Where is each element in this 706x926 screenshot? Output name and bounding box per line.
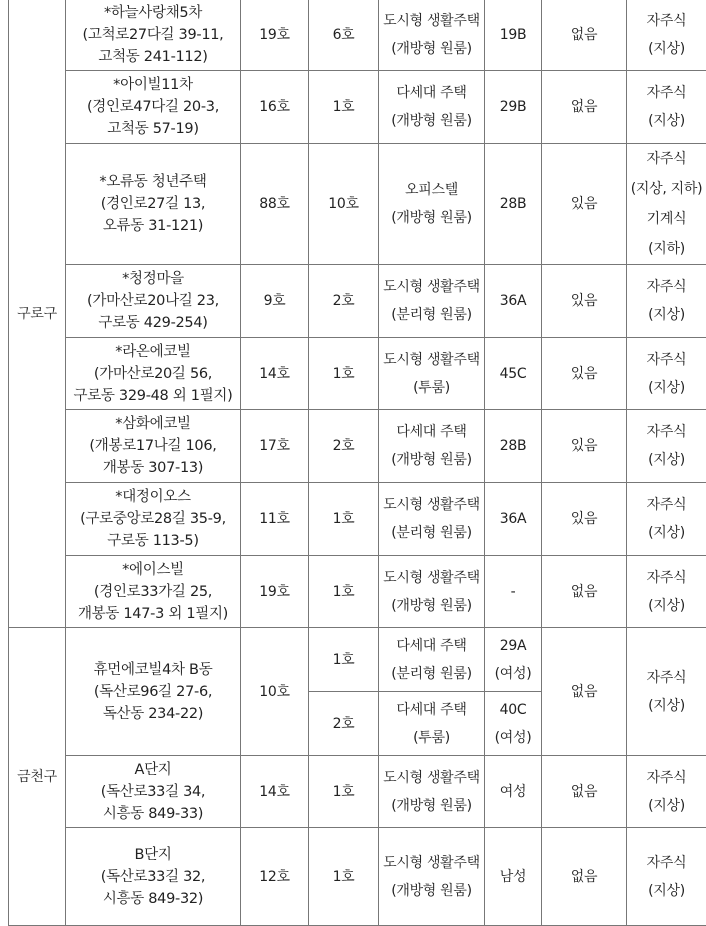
- parking-cell-line: 자주식: [629, 491, 704, 519]
- unit-size-cell-line: 36A: [487, 505, 539, 533]
- parking-cell-line: 자주식: [629, 418, 704, 446]
- parking-cell-line: 자주식: [629, 764, 704, 792]
- unit-size-cell: [485, 338, 542, 410]
- housing-type-cell-line: 다세대 주택: [381, 696, 482, 724]
- parking-cell-line: (지상): [629, 877, 704, 905]
- complex-name-cell-line: 시흥동 849-32): [68, 888, 238, 910]
- housing-type-cell-line: 도시형 생활주택: [381, 564, 482, 592]
- complex-name-cell-line: *라온에코빌: [68, 341, 238, 363]
- complex-name-cell-line: 시흥동 849-33): [68, 803, 238, 825]
- housing-type-cell-line: 도시형 생활주택: [381, 273, 482, 301]
- supply-units-cell: 6호: [309, 0, 379, 71]
- complex-name-cell-line: (독산로96길 27-6,: [68, 681, 238, 703]
- parking-cell: [627, 556, 706, 628]
- housing-type-cell-line: (분리형 원룸): [381, 519, 482, 547]
- table-row: [9, 628, 706, 692]
- complex-name-cell-line: 개봉동 307-13): [68, 457, 238, 479]
- complex-name-cell: [66, 483, 241, 556]
- total-units-cell: 9호: [241, 265, 309, 338]
- complex-name-cell-line: (독산로33길 32,: [68, 866, 238, 888]
- elevator-cell: 없음: [542, 756, 627, 828]
- total-units-cell: 14호: [241, 756, 309, 828]
- housing-type-cell-line: 다세대 주택: [381, 632, 482, 660]
- housing-type-cell: [379, 265, 485, 338]
- housing-type-cell-line: 도시형 생활주택: [381, 346, 482, 374]
- parking-cell: [627, 144, 706, 265]
- housing-type-cell-line: 도시형 생활주택: [381, 764, 482, 792]
- housing-type-cell-line: 도시형 생활주택: [381, 7, 482, 35]
- housing-type-cell-line: (개방형 원룸): [381, 204, 482, 232]
- parking-cell-line: 기계식: [629, 204, 704, 234]
- housing-type-cell-line: (투룸): [381, 724, 482, 752]
- complex-name-cell-line: 오류동 31-121): [68, 215, 238, 237]
- supply-units-cell: 10호: [309, 144, 379, 265]
- housing-type-cell: [379, 483, 485, 556]
- unit-size-cell-line: 28B: [487, 432, 539, 460]
- complex-name-cell-line: (개봉로17나길 106,: [68, 435, 238, 457]
- complex-name-cell-line: A단지: [68, 759, 238, 781]
- complex-name-cell-line: (경인로33가길 25,: [68, 581, 238, 603]
- supply-units-cell: 1호: [309, 71, 379, 144]
- complex-name-cell-line: *하늘사랑채5차: [68, 2, 238, 24]
- supply-units-cell: 2호: [309, 692, 379, 756]
- parking-cell: [627, 410, 706, 483]
- supply-units-cell: 2호: [309, 265, 379, 338]
- total-units-cell: 19호: [241, 556, 309, 628]
- unit-size-cell-line: 여성: [487, 778, 539, 806]
- housing-type-cell: [379, 0, 485, 71]
- parking-cell-line: 자주식: [629, 346, 704, 374]
- table-row: [9, 483, 706, 556]
- district-cell: 금천구: [9, 628, 66, 926]
- complex-name-cell: [66, 144, 241, 265]
- elevator-cell: 있음: [542, 410, 627, 483]
- table-row: [9, 0, 706, 71]
- table-row: [9, 828, 706, 926]
- complex-name-cell: [66, 628, 241, 756]
- housing-type-cell-line: (분리형 원룸): [381, 301, 482, 329]
- parking-cell-line: 자주식: [629, 664, 704, 692]
- elevator-cell: 없음: [542, 828, 627, 926]
- housing-table: [8, 0, 706, 926]
- elevator-cell: 없음: [542, 628, 627, 756]
- supply-units-cell: 1호: [309, 756, 379, 828]
- complex-name-cell-line: 구로동 113-5): [68, 530, 238, 552]
- parking-cell-line: (지상): [629, 519, 704, 547]
- table-row: [9, 756, 706, 828]
- unit-size-cell: [485, 692, 542, 756]
- parking-cell-line: (지상): [629, 301, 704, 329]
- supply-units-cell: 1호: [309, 828, 379, 926]
- complex-name-cell-line: (고척로27다길 39-11,: [68, 24, 238, 46]
- housing-type-cell-line: 오피스텔: [381, 176, 482, 204]
- unit-size-cell-line: (여성): [487, 660, 539, 688]
- unit-size-cell-line: 40C: [487, 696, 539, 724]
- parking-cell-line: 자주식: [629, 273, 704, 301]
- unit-size-cell-line: 29B: [487, 93, 539, 121]
- complex-name-cell: [66, 265, 241, 338]
- complex-name-cell-line: (가마산로20나길 23,: [68, 290, 238, 312]
- parking-cell-line: 자주식: [629, 7, 704, 35]
- table-row: [9, 410, 706, 483]
- total-units-cell: 17호: [241, 410, 309, 483]
- parking-cell-line: 자주식: [629, 79, 704, 107]
- parking-cell-line: 자주식: [629, 849, 704, 877]
- complex-name-cell-line: *오류동 청년주택: [68, 171, 238, 193]
- elevator-cell: 없음: [542, 556, 627, 628]
- housing-type-cell-line: (개방형 원룸): [381, 107, 482, 135]
- unit-size-cell: [485, 628, 542, 692]
- parking-cell: [627, 71, 706, 144]
- unit-size-cell: [485, 0, 542, 71]
- housing-type-cell-line: 다세대 주택: [381, 79, 482, 107]
- unit-size-cell-line: 남성: [487, 863, 539, 891]
- complex-name-cell-line: 고척동 57-19): [68, 118, 238, 140]
- housing-type-cell-line: (개방형 원룸): [381, 792, 482, 820]
- unit-size-cell-line: 36A: [487, 287, 539, 315]
- unit-size-cell-line: 19B: [487, 21, 539, 49]
- complex-name-cell-line: *대정이오스: [68, 486, 238, 508]
- complex-name-cell-line: (독산로33길 34,: [68, 781, 238, 803]
- complex-name-cell-line: 개봉동 147-3 외 1필지): [68, 603, 238, 625]
- district-cell: 구로구: [9, 0, 66, 628]
- unit-size-cell: [485, 265, 542, 338]
- complex-name-cell-line: *삼화에코빌: [68, 413, 238, 435]
- parking-cell: [627, 483, 706, 556]
- parking-cell-line: (지상): [629, 692, 704, 720]
- housing-type-cell-line: (개방형 원룸): [381, 446, 482, 474]
- housing-type-cell-line: (개방형 원룸): [381, 877, 482, 905]
- supply-units-cell: 1호: [309, 628, 379, 692]
- supply-units-cell: 1호: [309, 483, 379, 556]
- table-row: [9, 556, 706, 628]
- complex-name-cell-line: B단지: [68, 844, 238, 866]
- housing-type-cell-line: (개방형 원룸): [381, 35, 482, 63]
- total-units-cell: 10호: [241, 628, 309, 756]
- total-units-cell: 11호: [241, 483, 309, 556]
- unit-size-cell: [485, 144, 542, 265]
- complex-name-cell: [66, 410, 241, 483]
- unit-size-cell-line: -: [487, 578, 539, 606]
- housing-type-cell-line: 도시형 생활주택: [381, 849, 482, 877]
- parking-cell: [627, 0, 706, 71]
- housing-type-cell-line: (개방형 원룸): [381, 592, 482, 620]
- parking-cell-line: (지상): [629, 35, 704, 63]
- parking-cell: [627, 756, 706, 828]
- table-row: [9, 71, 706, 144]
- table-row: [9, 265, 706, 338]
- parking-cell: [627, 628, 706, 756]
- elevator-cell: 있음: [542, 265, 627, 338]
- total-units-cell: 12호: [241, 828, 309, 926]
- total-units-cell: 16호: [241, 71, 309, 144]
- housing-type-cell: [379, 692, 485, 756]
- supply-units-cell: 1호: [309, 556, 379, 628]
- unit-size-cell-line: 28B: [487, 190, 539, 218]
- supply-units-cell: 1호: [309, 338, 379, 410]
- complex-name-cell-line: 고척동 241-112): [68, 46, 238, 68]
- housing-type-cell: [379, 410, 485, 483]
- parking-cell-line: 자주식: [629, 144, 704, 174]
- parking-cell-line: (지상): [629, 446, 704, 474]
- complex-name-cell-line: *에이스빌: [68, 559, 238, 581]
- unit-size-cell: [485, 483, 542, 556]
- total-units-cell: 14호: [241, 338, 309, 410]
- complex-name-cell-line: (경인로27길 13,: [68, 193, 238, 215]
- table-row: [9, 144, 706, 265]
- parking-cell: [627, 265, 706, 338]
- elevator-cell: 있음: [542, 144, 627, 265]
- parking-cell-line: (지상): [629, 592, 704, 620]
- unit-size-cell: [485, 756, 542, 828]
- unit-size-cell-line: 29A: [487, 632, 539, 660]
- supply-units-cell: 2호: [309, 410, 379, 483]
- complex-name-cell: [66, 338, 241, 410]
- complex-name-cell-line: 구로동 429-254): [68, 312, 238, 334]
- total-units-cell: 19호: [241, 0, 309, 71]
- parking-cell: [627, 828, 706, 926]
- unit-size-cell: [485, 71, 542, 144]
- complex-name-cell-line: (구로중앙로28길 35-9,: [68, 508, 238, 530]
- housing-type-cell: [379, 756, 485, 828]
- complex-name-cell-line: 휴먼에코빌4차 B동: [68, 659, 238, 681]
- housing-type-cell-line: 다세대 주택: [381, 418, 482, 446]
- complex-name-cell-line: (경인로47다길 20-3,: [68, 96, 238, 118]
- parking-cell-line: (지하): [629, 234, 704, 264]
- housing-type-cell: [379, 556, 485, 628]
- elevator-cell: 없음: [542, 71, 627, 144]
- complex-name-cell-line: *아이빌11차: [68, 74, 238, 96]
- parking-cell-line: (지상): [629, 107, 704, 135]
- housing-type-cell: [379, 144, 485, 265]
- parking-cell-line: (지상, 지하): [629, 174, 704, 204]
- housing-type-cell: [379, 71, 485, 144]
- unit-size-cell-line: (여성): [487, 724, 539, 752]
- complex-name-cell-line: (가마산로20길 56,: [68, 363, 238, 385]
- unit-size-cell: [485, 556, 542, 628]
- housing-type-cell-line: (분리형 원룸): [381, 660, 482, 688]
- total-units-cell: 88호: [241, 144, 309, 265]
- unit-size-cell: [485, 410, 542, 483]
- elevator-cell: 있음: [542, 483, 627, 556]
- parking-cell-line: (지상): [629, 792, 704, 820]
- elevator-cell: 없음: [542, 0, 627, 71]
- parking-cell-line: (지상): [629, 374, 704, 402]
- housing-type-cell: [379, 828, 485, 926]
- housing-type-cell: [379, 628, 485, 692]
- parking-cell-line: 자주식: [629, 564, 704, 592]
- complex-name-cell: [66, 756, 241, 828]
- unit-size-cell: [485, 828, 542, 926]
- complex-name-cell: [66, 0, 241, 71]
- housing-type-cell: [379, 338, 485, 410]
- complex-name-cell: [66, 71, 241, 144]
- housing-type-cell-line: (투룸): [381, 374, 482, 402]
- complex-name-cell-line: 구로동 329-48 외 1필지): [68, 385, 238, 407]
- housing-type-cell-line: 도시형 생활주택: [381, 491, 482, 519]
- complex-name-cell: [66, 828, 241, 926]
- parking-cell: [627, 338, 706, 410]
- complex-name-cell-line: 독산동 234-22): [68, 703, 238, 725]
- table-row: [9, 338, 706, 410]
- elevator-cell: 있음: [542, 338, 627, 410]
- unit-size-cell-line: 45C: [487, 360, 539, 388]
- complex-name-cell-line: *청정마을: [68, 268, 238, 290]
- complex-name-cell: [66, 556, 241, 628]
